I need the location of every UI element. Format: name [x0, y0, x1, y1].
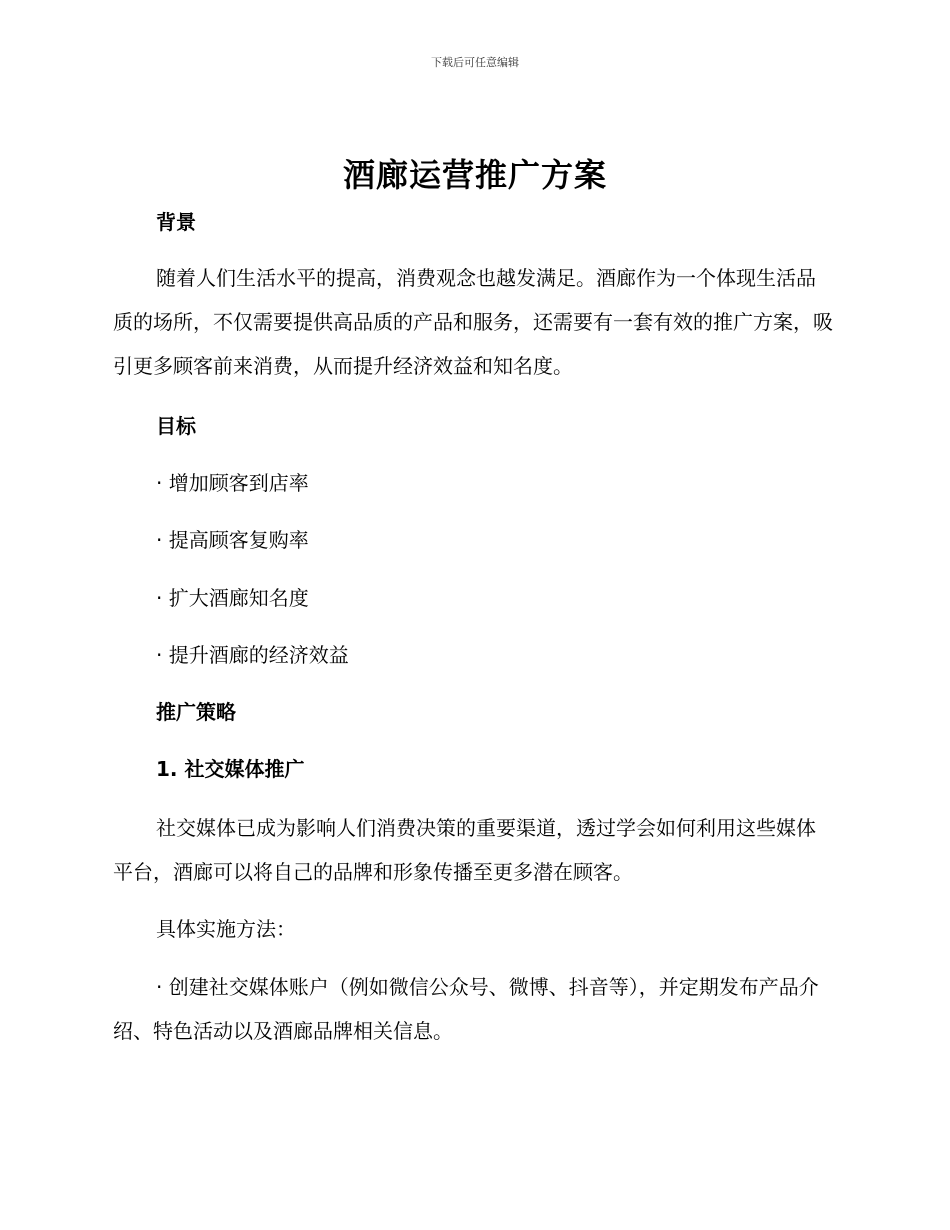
goal-item: · 提升酒廊的经济效益 — [156, 643, 349, 667]
background-heading: 背景 — [156, 210, 196, 234]
goal-item: · 扩大酒廊知名度 — [156, 586, 309, 610]
background-paragraph: 随着人们生活水平的提高，消费观念也越发满足。酒廊作为一个体现生活品质的场所，不仅需要提供高品质的产品和服务，还需要有一套有效的推广方案，吸引更多顾客前来消费，从而提升经济效益和知名度。 — [113, 266, 833, 378]
methods-label: 具体实施方法： — [156, 917, 296, 941]
social-media-paragraph: 社交媒体已成为影响人们消费决策的重要渠道，透过学会如何利用这些媒体平台，酒廊可以将自己的品牌和形象传播至更多潜在顾客。 — [113, 816, 816, 884]
goal-item: · 增加顾客到店率 — [156, 471, 309, 495]
document-title: 酒廊运营推广方案 — [342, 156, 607, 194]
goals-heading: 目标 — [156, 414, 196, 438]
method-item: · 创建社交媒体账户（例如微信公众号、微博、抖音等），并定期发布产品介绍、特色活动以及酒廊品牌相关信息。 — [113, 975, 819, 1043]
strategy-heading: 推广策略 — [156, 700, 236, 724]
social-media-heading: 1. 社交媒体推广 — [156, 757, 305, 781]
header-note: 下载后可任意编辑 — [431, 56, 519, 69]
goal-item: · 提高顾客复购率 — [156, 528, 309, 552]
